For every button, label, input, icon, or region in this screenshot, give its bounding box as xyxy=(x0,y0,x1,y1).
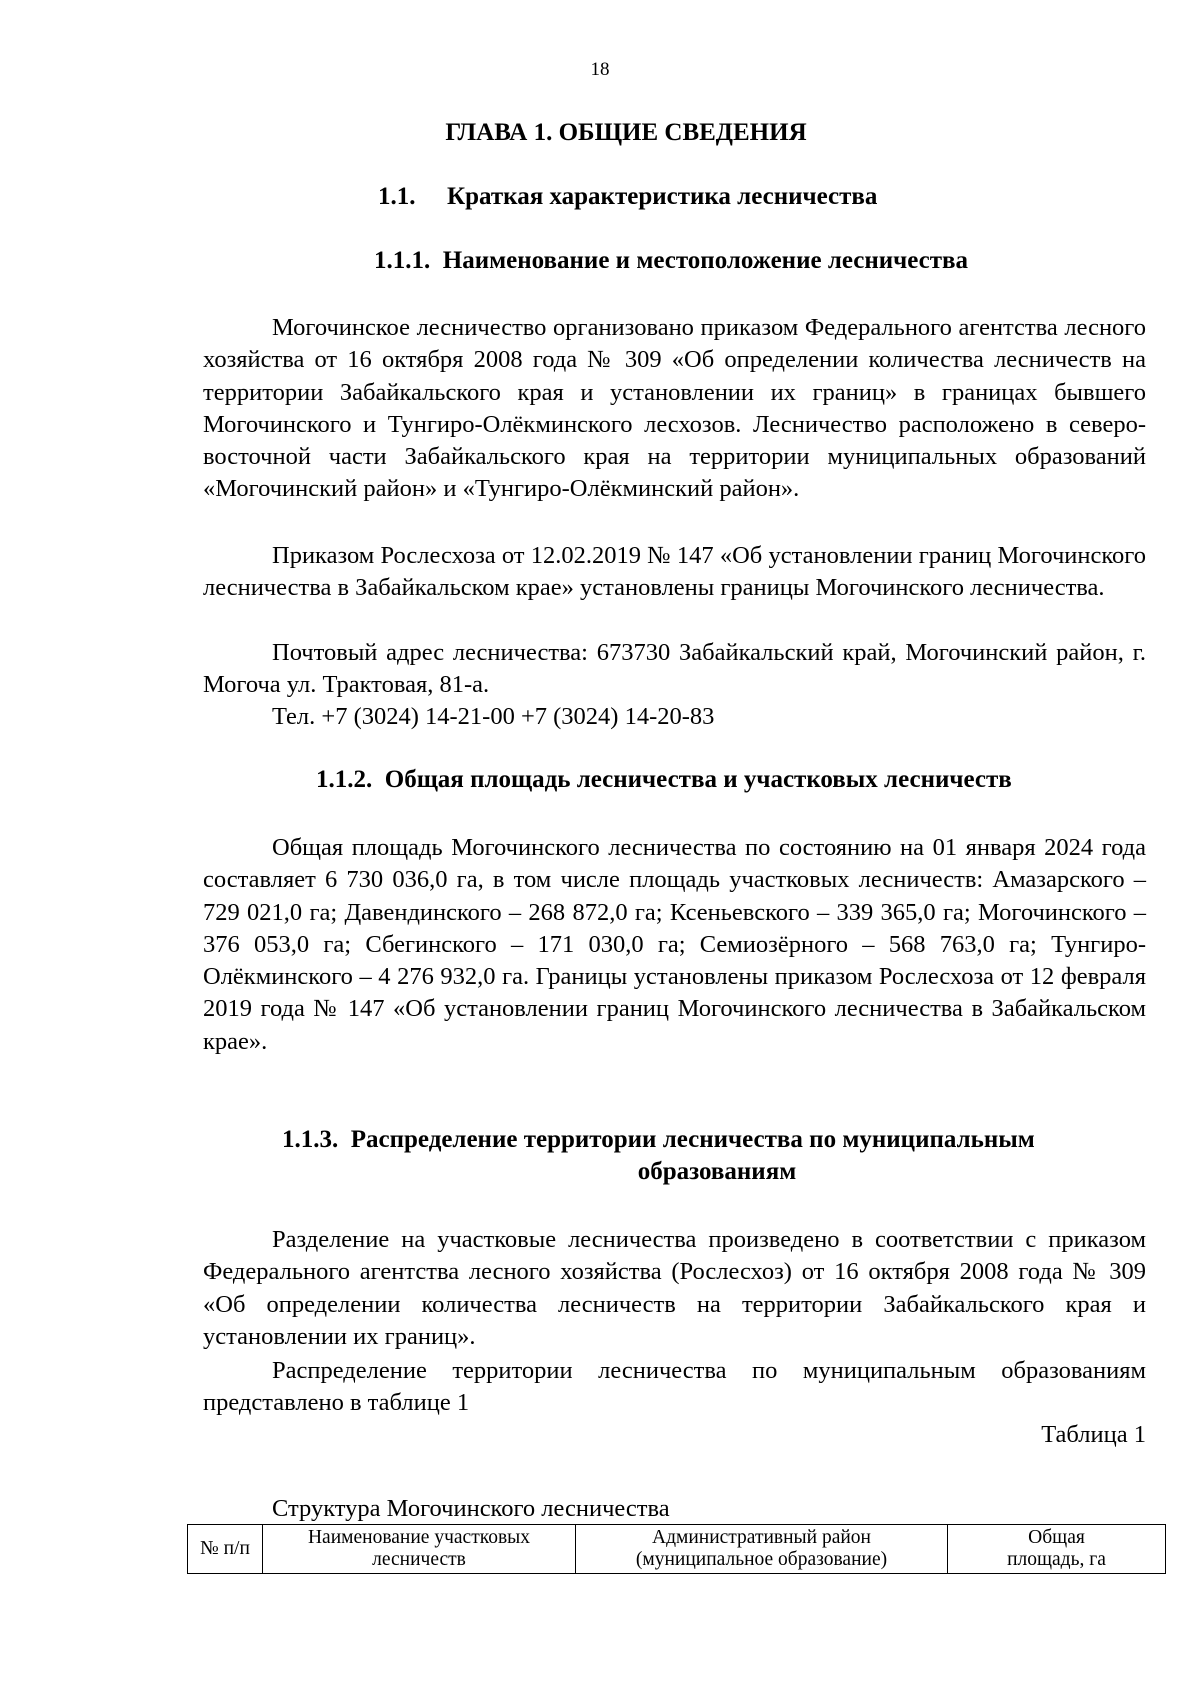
subsection-number: 1.1.1. xyxy=(374,247,431,274)
header-cell-area: Общая площадь, га xyxy=(948,1525,1166,1574)
paragraph: Тел. +7 (3024) 14-21-00 +7 (3024) 14-20-83 xyxy=(272,703,715,730)
subsection-title-line2: образованиям xyxy=(637,1158,797,1185)
chapter-title: ГЛАВА 1. ОБЩИЕ СВЕДЕНИЯ xyxy=(445,119,807,146)
paragraph: Разделение на участковые лесничества произведено в соответствии с приказом Федерального агентства лесного хозяйства (Рослесхоз) от 16 октября 2008 года № 309 «Об определении количества лесничеств на территории Забайкальского края и установлении их границ». xyxy=(203,1226,1146,1350)
section-heading xyxy=(378,181,877,213)
paragraph: Общая площадь Могочинского лесничества по состоянию на 01 января 2024 года составляет 6 730 036,0 га, в том числе площадь участковых лесничеств: Амазарского – 729 021,0 га; Давендинского – 268 872,0 га; Ксеньевского – 339 365,0 га; Могочинского – 376 053,0 га; Сбегинского – 171 030,0 га; Семиозёрного – 568 763,0 га; Тунгиро-Олёкминского – 4 276 932,0 га. Границы установлены приказом Рослесхоза от 12 февраля 2019 года № 147 «Об установлении границ Могочинского лесничества в Забайкальском крае». xyxy=(203,834,1146,1055)
subsection-number: 1.1.3. xyxy=(282,1126,339,1153)
subsection-heading-2 xyxy=(316,764,1012,796)
section-title: Краткая характеристика лесничества xyxy=(447,183,878,210)
page-number: 18 xyxy=(590,59,610,80)
subsection-number: 1.1.2. xyxy=(316,766,373,793)
paragraph: Почтовый адрес лесничества: 673730 Забайкальский край, Могочинский район, г. Могоча ул. Трактовая, 81-а. xyxy=(203,639,1146,699)
paragraph: Распределение территории лесничества по муниципальным образованиям представлено в таблице 1 xyxy=(203,1357,1146,1417)
structure-table xyxy=(187,1524,1166,1574)
subsection-title: Общая площадь лесничества и участковых лесничеств xyxy=(384,766,1012,793)
table-number-label: Таблица 1 xyxy=(1041,1421,1146,1448)
header-cell-district: Административный район (муниципальное образование) xyxy=(576,1525,948,1574)
subsection-heading-3 xyxy=(282,1124,1152,1188)
table-header-row xyxy=(188,1525,1166,1574)
subsection-title: Распределение территории лесничества по муниципальным xyxy=(350,1126,1035,1153)
paragraph: Приказом Рослесхоза от 12.02.2019 № 147 «Об установлении границ Могочинского лесничества в Забайкальском крае» установлены границы Могочинского лесничества. xyxy=(203,542,1146,602)
section-number: 1.1. xyxy=(378,183,416,210)
paragraph: Могочинское лесничество организовано приказом Федерального агентства лесного хозяйства от 16 октября 2008 года № 309 «Об определении количества лесничеств на территории Забайкальского края и установлении их границ» в границах бывшего Могочинского и Тунгиро-Олёкминского лесхозов. Лесничество расположено в северо-восточной части Забайкальского края на территории муниципальных образований «Могочинский район» и «Тунгиро-Олёкминский район». xyxy=(203,314,1146,503)
subsection-heading-1 xyxy=(374,245,968,277)
header-cell-number: № п/п xyxy=(188,1525,263,1574)
header-cell-name: Наименование участковых лесничеств xyxy=(263,1525,576,1574)
table-title: Структура Могочинского лесничества xyxy=(272,1495,670,1522)
subsection-title: Наименование и местоположение лесничества xyxy=(442,247,969,274)
